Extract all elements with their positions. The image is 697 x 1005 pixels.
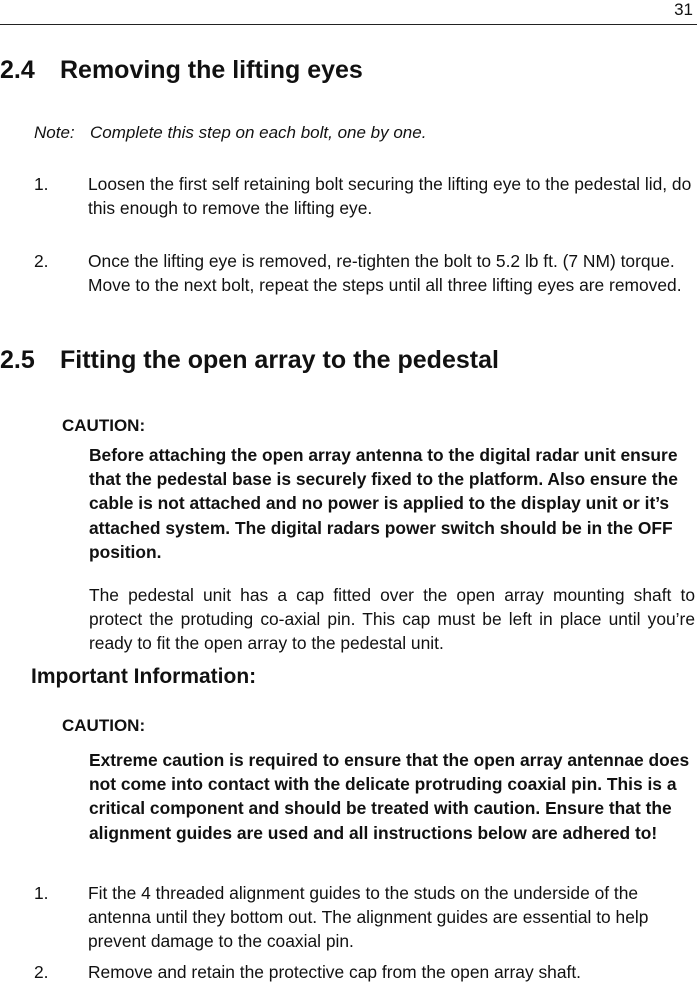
list-item-number: 2. [34, 251, 49, 271]
paragraph: The pedestal unit has a cap fitted over the open array mounting shaft to protect the protuding co-axial pin. This cap must be left in place until you’re ready to fit the open array to the pedestal unit. [89, 585, 695, 653]
list-item [34, 960, 694, 984]
section-heading-2-5 [0, 346, 499, 375]
list-item [34, 249, 694, 297]
section-number: 2.4 [0, 56, 35, 84]
page-number: 31 [674, 0, 693, 19]
note [34, 123, 426, 143]
list-item-text: Loosen the first self retaining bolt securing the lifting eye to the pedestal lid, do this enough to remove the lifting eye. [88, 174, 692, 218]
important-heading: Important Information: [31, 665, 257, 688]
list-item-number: 2. [34, 962, 49, 982]
section-heading-2-4 [0, 56, 363, 85]
caution-label: CAUTION: [62, 416, 146, 435]
list-item-text: Once the lifting eye is removed, re-tighten the bolt to 5.2 lb ft. (7 NM) torque. Move to the next bolt, repeat the steps until all three lifting eyes are removed. [88, 251, 682, 295]
list-item-number: 1. [34, 174, 49, 194]
caution-text: Before attaching the open array antenna to the digital radar unit ensure that the pedestal base is securely fixed to the platform. Also ensure the cable is not attached and no power is applied to the display unit or it’s attached system. The digital radars power switch should be in the OFF position. [89, 445, 678, 562]
list-item-text: Remove and retain the protective cap from the open array shaft. [88, 962, 582, 982]
caution-label: CAUTION: [62, 716, 146, 735]
list-item [34, 172, 694, 220]
section-number: 2.5 [0, 346, 35, 374]
note-label: Note: [34, 123, 75, 142]
header-rule [0, 24, 697, 25]
list-item-text: Fit the 4 threaded alignment guides to the studs on the underside of the antenna until they bottom out. The alignment guides are essential to help prevent damage to the coaxial pin. [88, 883, 649, 951]
list-item-number: 1. [34, 883, 49, 903]
caution-text: Extreme caution is required to ensure that the open array antennae does not come into contact with the delicate protruding coaxial pin. This is a critical component and should be treated with caution. Ensure that the alignment guides are used and all instructions below are adhered to! [89, 750, 690, 843]
list-item [34, 881, 694, 953]
section-title: Removing the lifting eyes [60, 56, 363, 84]
section-title: Fitting the open array to the pedestal [60, 346, 499, 374]
note-text: Complete this step on each bolt, one by one. [90, 123, 427, 142]
